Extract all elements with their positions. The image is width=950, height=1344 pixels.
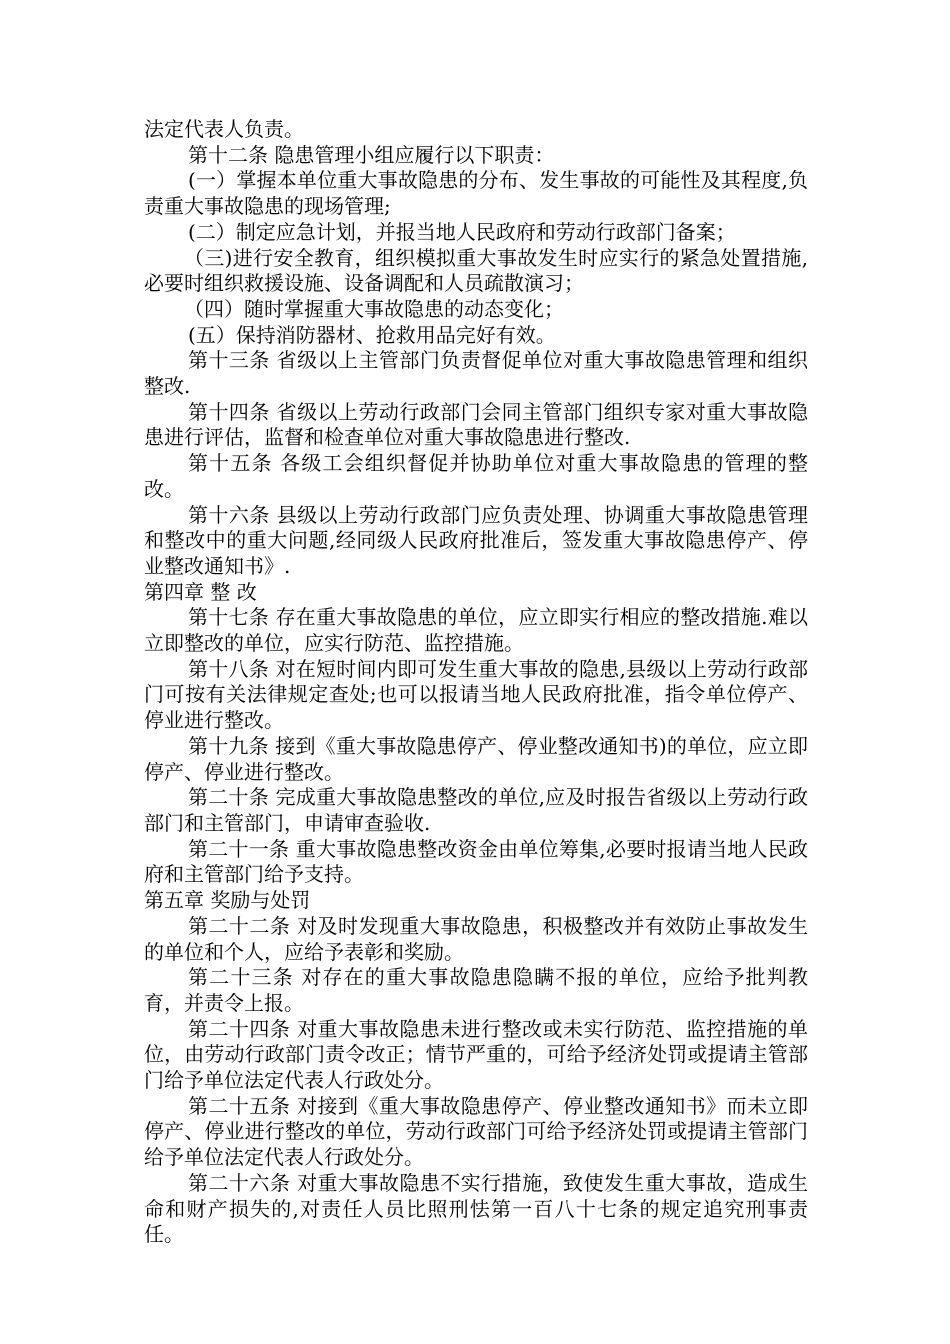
- article-25: 第二十五条 对接到《重大事故隐患停产、停业整改通知书》而未立即停产、停业进行整改的单位，劳动行政部门可给予经济处罚或提请主管部门给予单位法定代表人行政处分。: [144, 1093, 808, 1170]
- article-15: 第十五条 各级工会组织督促并协助单位对重大事故隐患的管理的整改。: [144, 451, 808, 501]
- article-20: 第二十条 完成重大事故隐患整改的单位,应及时报告省级以上劳动行政部门和主管部门，申请审查验收.: [144, 785, 808, 835]
- chapter-5-heading: 第五章 奖励与处罚: [144, 888, 311, 913]
- article-14: 第十四条 省级以上劳动行政部门会同主管部门组织专家对重大事故隐患进行评估，监督和检查单位对重大事故隐患进行整改.: [144, 399, 808, 450]
- article-24: 第二十四条 对重大事故隐患未进行整改或未实行防范、监控措施的单位，由劳动行政部门责令改正；情节严重的，可给予经济处罚或提请主管部门给予单位法定代表人行政处分。: [144, 1016, 808, 1093]
- article-17: 第十七条 存在重大事故隐患的单位，应立即实行相应的整改措施.难以立即整改的单位，应实行防范、监控措施。: [144, 605, 808, 656]
- article-13: 第十三条 省级以上主管部门负责督促单位对重大事故隐患管理和组织整改.: [144, 348, 808, 399]
- article-23: 第二十三条 对存在的重大事故隐患隐瞒不报的单位，应给予批判教育，并责令上报。: [144, 965, 808, 1015]
- chapter-4-heading: 第四章 整 改: [144, 579, 257, 604]
- article-12: 第十二条 隐患管理小组应履行以下职责：: [188, 142, 555, 167]
- article-21: 第二十一条 重大事故隐患整改资金由单位筹集,必要时报请当地人民政府和主管部门给予支持。: [144, 836, 808, 887]
- duty-item-1: (一）掌握本单位重大事故隐患的分布、发生事故的可能性及其程度,负责重大事故隐患的现场管理;: [144, 168, 808, 219]
- article-18: 第十八条 对在短时间内即可发生重大事故的隐患,县级以上劳动行政部门可按有关法律规定查处;也可以报请当地人民政府批准，指令单位停产、停业进行整改。: [144, 656, 808, 733]
- duty-item-4: （四）随时掌握重大事故隐患的动态变化；: [184, 296, 564, 321]
- duty-item-2: (二）制定应急计划，并报当地人民政府和劳动行政部门备案；: [188, 219, 736, 244]
- duty-item-5: (五）保持消防器材、抢救用品完好有效。: [188, 322, 556, 347]
- article-26: 第二十六条 对重大事故隐患不实行措施，致使发生重大事故，造成生命和财产损失的,对责任人员比照刑怯第一百八十七条的规定追究刑事责任。: [144, 1170, 808, 1247]
- article-19: 第十九条 接到《重大事故隐患停产、停业整改通知书)的单位，应立即停产、停业进行整改。: [144, 733, 808, 784]
- article-22: 第二十二条 对及时发现重大事故隐患，积极整改并有效防止事故发生的单位和个人，应给予表彰和奖励。: [144, 913, 808, 964]
- article-16: 第十六条 县级以上劳动行政部门应负责处理、协调重大事故隐患管理和整改中的重大问题,经同级人民政府批准后，签发重大事故隐患停产、停业整改通知书》.: [144, 502, 808, 578]
- document-body: [144, 117, 808, 1248]
- duty-item-3: （三)进行安全教育，组织模拟重大事故发生时应实行的紧急处置措施,必要时组织救援设施、设备调配和人员疏散演习；: [144, 245, 808, 296]
- paragraph: 法定代表人负责。: [144, 117, 304, 141]
